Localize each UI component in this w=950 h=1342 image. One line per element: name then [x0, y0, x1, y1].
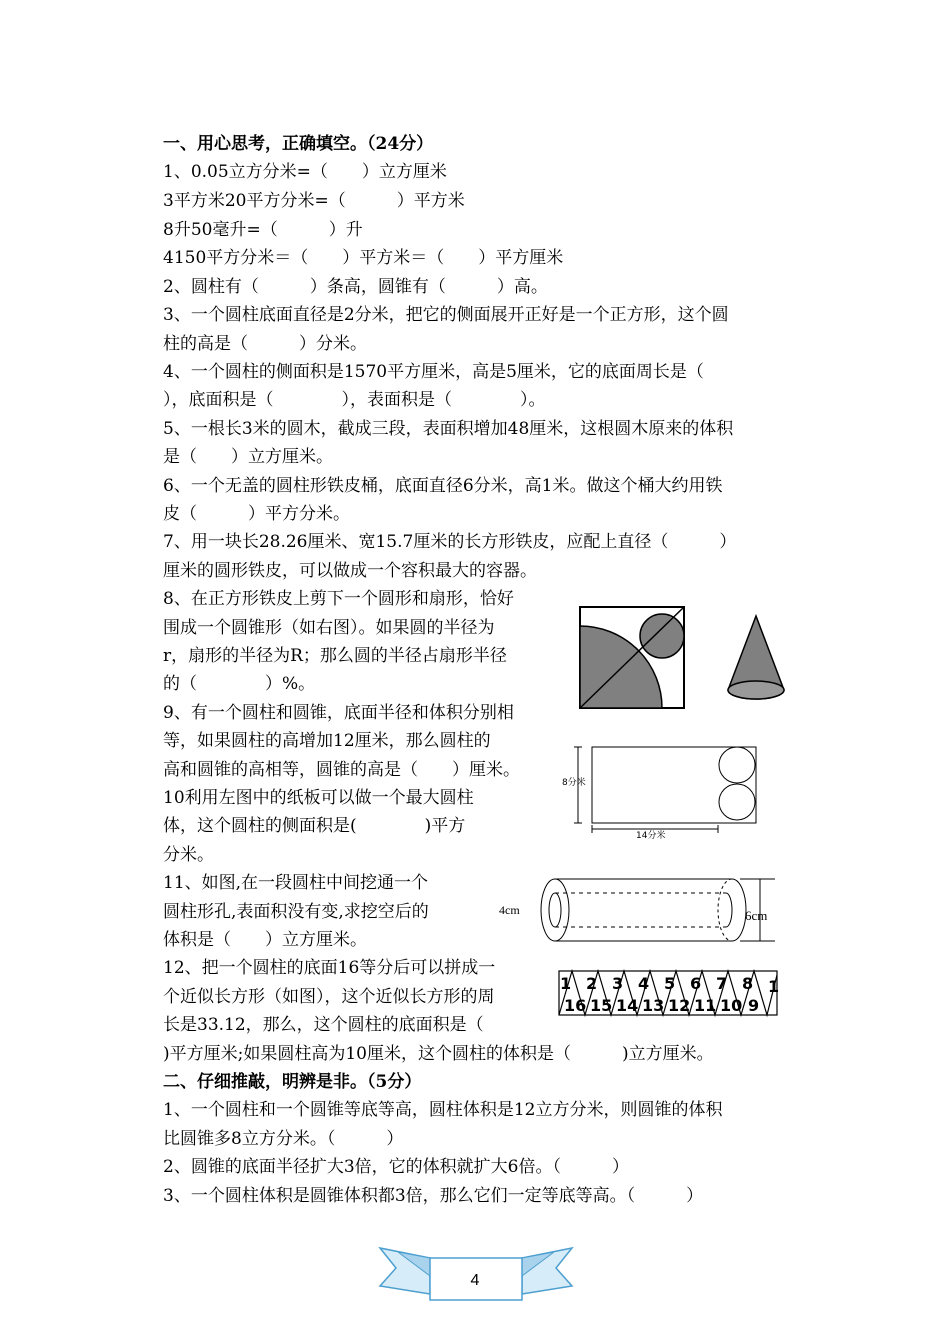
question-line: 比圆锥多8立方分米。（ ） — [163, 1129, 404, 1149]
question-line: )平方厘米;如果圆柱高为10厘米，这个圆柱的体积是（ )立方厘米。 — [163, 1044, 714, 1064]
question-line: 1、0.05立方分米=（ ）立方厘米 — [163, 162, 447, 182]
question-line: 7、用一块长28.26厘米、宽15.7厘米的长方形铁皮，应配上直径（ ） — [163, 532, 737, 552]
sector-number: 12 — [668, 996, 691, 1015]
question-line: 2、圆锥的底面半径扩大3倍，它的体积就扩大6倍。（ ） — [163, 1157, 629, 1177]
question-line: 长是33.12，那么，这个圆柱的底面积是（ — [163, 1015, 484, 1035]
sector-number: 15 — [590, 996, 613, 1015]
question-line: 个近似长方形（如图），这个近似长方形的周 — [163, 987, 495, 1007]
sector-number: 3 — [612, 974, 624, 993]
question-line: 的（ ）%。 — [163, 674, 316, 694]
question-line: 2、圆柱有（ ）条高，圆锥有（ ）高。 — [163, 277, 548, 297]
question-line: 分米。 — [163, 845, 214, 865]
question-line: 8升50毫升=（ ）升 — [163, 220, 363, 240]
sector-number: 5 — [664, 974, 676, 993]
question-line: 6、一个无盖的圆柱形铁皮桶，底面直径6分米，高1米。做这个桶大约用铁 — [163, 476, 723, 496]
question-line: r，扇形的半径为R；那么圆的半径占扇形半径 — [163, 646, 507, 666]
hole-diameter-label: 4cm — [499, 903, 520, 917]
hollow-cylinder-figure — [495, 872, 780, 947]
cone-figure — [720, 612, 792, 708]
sector-number: 14 — [616, 996, 639, 1015]
question-line: 高和圆锥的高相等，圆锥的高是（ ）厘米。 — [163, 760, 520, 780]
question-line: 4、一个圆柱的侧面积是1570平方厘米，高是5厘米，它的底面周长是（ — [163, 362, 704, 382]
section2-heading: 二、仔细推敲，明辨是非。（5分） — [163, 1072, 422, 1092]
question-line: 3、一个圆柱体积是圆锥体积都3倍，那么它们一定等底等高。（ ） — [163, 1186, 704, 1206]
sector-number: 8 — [742, 974, 754, 993]
question-line: 12、把一个圆柱的底面16等分后可以拼成一 — [163, 958, 496, 978]
question-line: 体，这个圆柱的侧面积是( )平方 — [163, 816, 466, 836]
section1-heading: 一、用心思考，正确填空。（24分） — [163, 134, 434, 154]
square-sector-circle-figure — [578, 605, 688, 711]
sector-number: 10 — [720, 996, 743, 1015]
question-line: 等，如果圆柱的高增加12厘米，那么圆柱的 — [163, 731, 491, 751]
sector-number: 1 — [768, 977, 780, 996]
question-line: 9、有一个圆柱和圆锥，底面半径和体积分别相 — [163, 703, 514, 723]
question-line: 体积是（ ）立方厘米。 — [163, 930, 367, 950]
question-line: 柱的高是（ ）分米。 — [163, 334, 367, 354]
sector-number: 7 — [716, 974, 728, 993]
question-line: 皮（ ）平方分米。 — [163, 504, 350, 524]
sector-number: 11 — [694, 996, 717, 1015]
sector-number: 13 — [642, 996, 665, 1015]
question-line: 3平方米20平方分米=（ ）平方米 — [163, 191, 465, 211]
question-line: 厘米的圆形铁皮，可以做成一个容积最大的容器。 — [163, 561, 537, 581]
outer-diameter-label: 6cm — [745, 908, 768, 923]
sector-number: 4 — [638, 974, 650, 993]
question-line: 1、一个圆柱和一个圆锥等底等高，圆柱体积是12立方分米，则圆锥的体积 — [163, 1100, 723, 1120]
sector-number: 16 — [564, 996, 587, 1015]
sector-number: 6 — [690, 974, 702, 993]
question-line: 4150平方分米＝（ ）平方米＝（ ）平方厘米 — [163, 248, 564, 268]
paper-width-label: 14分米 — [636, 831, 666, 840]
sector-number: 2 — [586, 974, 598, 993]
sector-number: 9 — [748, 996, 760, 1015]
question-line: 是（ ）立方厘米。 — [163, 447, 333, 467]
question-line: 10利用左图中的纸板可以做一个最大圆柱 — [163, 788, 474, 808]
question-line: 圆柱形孔,表面积没有变,求挖空后的 — [163, 902, 429, 922]
question-line: 5、一根长3米的圆木，截成三段，表面积增加48厘米，这根圆木原来的体积 — [163, 419, 734, 439]
question-line: 围成一个圆锥形（如右图）。如果圆的半径为 — [163, 618, 495, 638]
question-line: 8、在正方形铁皮上剪下一个圆形和扇形，恰好 — [163, 589, 514, 609]
paper-height-label: 8分米 — [562, 778, 586, 788]
page-number: 4 — [470, 1272, 480, 1289]
question-line: 3、一个圆柱底面直径是2分米，把它的侧面展开正好是一个正方形，这个圆 — [163, 305, 729, 325]
sector-rectangle-figure — [556, 965, 790, 1023]
question-line: ），底面积是（ ），表面积是（ ）。 — [163, 390, 546, 410]
sector-number: 1 — [560, 974, 572, 993]
paper-board-figure — [560, 745, 760, 840]
question-line: 11、如图,在一段圆柱中间挖通一个 — [163, 873, 429, 893]
